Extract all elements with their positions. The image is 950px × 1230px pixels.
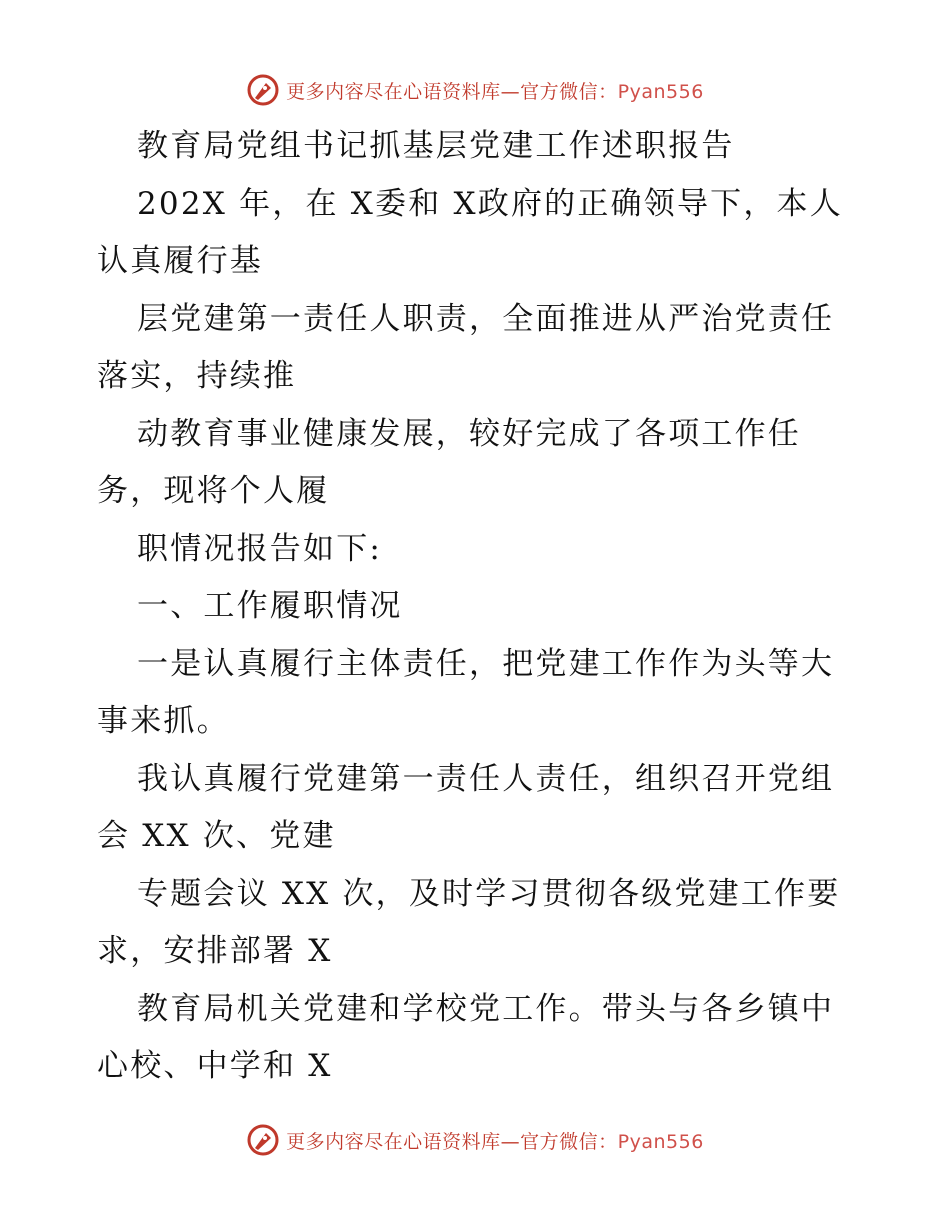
text-line: 一、工作履职情况 xyxy=(137,588,403,624)
text-line: 落实，持续推 xyxy=(97,358,297,394)
text-line: 认真履行基 xyxy=(97,243,263,279)
text-line: 专题会议 XX 次，及时学习贯彻各级党建工作要 xyxy=(137,875,841,912)
text-line: 我认真履行党建第一责任人责任，组织召开党组 xyxy=(137,760,835,797)
text-line: 求，安排部署 X xyxy=(97,933,333,969)
text-line: 202X 年，在 X委和 X政府的正确领导下，本人 xyxy=(137,185,843,222)
text-line: 一是认真履行主体责任，把党建工作作为头等大 xyxy=(137,645,835,682)
header-watermark xyxy=(0,70,950,110)
document-title: 教育局党组书记抓基层党建工作述职报告 xyxy=(137,128,735,164)
text-line: 职情况报告如下: xyxy=(137,530,383,567)
text-line: 教育局机关党建和学校党工作。带头与各乡镇中 xyxy=(137,990,835,1027)
watermark-text: 更多内容尽在心语资料库—官方微信：Pyan556 xyxy=(286,80,704,103)
footer-watermark xyxy=(0,1120,950,1160)
text-line: 心校、中学和 X xyxy=(97,1048,333,1084)
watermark-wechat-id: Pyan556 xyxy=(617,1130,704,1153)
pen-nib-logo-icon xyxy=(246,73,280,107)
text-line: 事来抓。 xyxy=(97,703,230,739)
watermark-text: 更多内容尽在心语资料库—官方微信：Pyan556 xyxy=(286,1130,704,1153)
text-line: 会 XX 次、党建 xyxy=(97,818,336,854)
text-line: 动教育事业健康发展，较好完成了各项工作任 xyxy=(137,415,801,452)
pen-nib-logo-icon xyxy=(246,1123,280,1157)
document-body xyxy=(97,118,857,1096)
watermark-wechat-id: Pyan556 xyxy=(617,80,704,103)
text-line: 务，现将个人履 xyxy=(97,473,330,509)
text-line: 层党建第一责任人职责，全面推进从严治党责任 xyxy=(137,300,835,337)
